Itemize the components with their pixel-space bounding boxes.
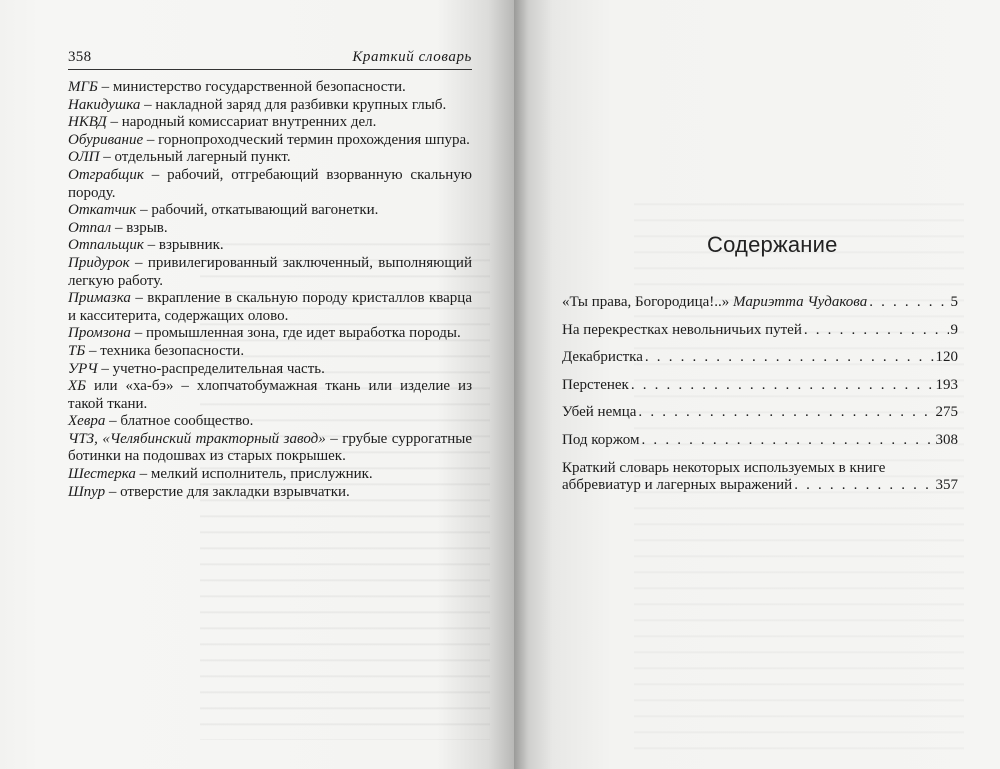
glossary-entry xyxy=(68,167,472,202)
glossary-term: НКВД xyxy=(68,114,107,131)
toc-page-number: 308 xyxy=(935,431,958,448)
toc-title-text: Перстенек xyxy=(562,376,629,393)
glossary-term: Примазка xyxy=(68,290,131,307)
glossary-definition: – отверстие для закладки взрывчатки. xyxy=(105,483,350,500)
contents-title: Содержание xyxy=(707,232,838,257)
toc-item-label: Краткий словарь некоторых используемых в книге xyxy=(562,459,886,476)
table-of-contents xyxy=(562,294,958,495)
glossary-definition: – народный комиссариат внутренних дел. xyxy=(106,114,377,131)
toc-leader-dots xyxy=(804,322,949,340)
glossary-definition: – мелкий исполнитель, прислужник. xyxy=(135,466,373,483)
toc-item xyxy=(562,460,958,495)
toc-title-text: «Ты права, Богородица!..» xyxy=(562,294,734,310)
glossary-entry xyxy=(68,237,472,255)
toc-item xyxy=(562,432,958,450)
glossary-entry xyxy=(68,132,472,150)
glossary-definition: или «ха-бэ» – хлопчатобумажная ткань или изделие из такой ткани. xyxy=(68,378,472,412)
toc-leader-dots xyxy=(794,477,933,495)
glossary-term: УРЧ xyxy=(68,360,98,377)
glossary-entry xyxy=(68,255,472,290)
glossary-definition: – вкрапление в скальную породу кристаллов кварца и касситерита, содержащих олово. xyxy=(68,290,472,324)
glossary-list xyxy=(68,79,472,501)
glossary-entry xyxy=(68,149,472,167)
toc-item-label xyxy=(562,349,643,367)
glossary-term: Придурок xyxy=(68,254,130,271)
toc-item-label xyxy=(562,377,629,395)
glossary-definition: – грубые суррогатные ботинки на подошвах из старых покрышек. xyxy=(68,430,472,465)
glossary-term: Накидушка xyxy=(68,96,141,113)
toc-page-number: 275 xyxy=(935,404,958,421)
toc-item-label xyxy=(562,294,867,312)
glossary-term: ОЛП xyxy=(68,149,100,166)
glossary-entry xyxy=(68,97,472,115)
glossary-definition: – блатное сообщество. xyxy=(105,413,254,430)
toc-title-text: На перекрестках невольничьих путей xyxy=(562,321,802,338)
glossary-definition: – накладной заряд для разбивки крупных глыб. xyxy=(140,96,447,113)
toc-page-number: 193 xyxy=(935,376,958,393)
glossary-entry xyxy=(68,431,472,466)
glossary-entry xyxy=(68,202,472,220)
toc-leader-dots xyxy=(631,377,934,395)
glossary-term: Откатчик xyxy=(68,202,137,219)
toc-title-text: Убей немца xyxy=(562,404,637,421)
toc-leader-dots xyxy=(638,404,933,422)
glossary-term: Отграбщик xyxy=(68,166,144,183)
toc-item-label xyxy=(562,404,636,422)
glossary-definition: – горнопроходческий термин прохождения шпура. xyxy=(143,131,470,148)
glossary-entry xyxy=(68,378,472,413)
glossary-definition: – привилегированный заключенный, выполняющий легкую работу. xyxy=(68,254,472,289)
glossary-definition: – рабочий, отгребающий взорванную скальную породу. xyxy=(68,166,472,201)
glossary-entry xyxy=(68,79,472,97)
glossary-definition: – министерство государственной безопасности. xyxy=(97,79,406,95)
glossary-term: Шпур xyxy=(68,483,106,500)
glossary-term: Обуривание xyxy=(68,131,144,148)
page-number: 358 xyxy=(68,49,92,65)
toc-page-number: 9 xyxy=(950,321,958,338)
glossary-definition: – отдельный лагерный пункт. xyxy=(99,149,291,166)
glossary-entry xyxy=(68,413,472,431)
toc-item xyxy=(562,377,958,395)
glossary-definition: – техника безопасности. xyxy=(85,342,245,359)
glossary-term: ХБ xyxy=(68,378,87,395)
toc-item xyxy=(562,404,958,422)
glossary-definition: – учетно-распределительная часть. xyxy=(97,360,325,377)
glossary-definition: – промышленная зона, где идет выработка породы. xyxy=(130,325,461,342)
toc-page-number: 357 xyxy=(935,477,958,494)
toc-item xyxy=(562,294,958,312)
toc-item xyxy=(562,349,958,367)
glossary-entry xyxy=(68,361,472,379)
toc-title-text: Под коржом xyxy=(562,431,640,448)
glossary-term: Отпал xyxy=(68,219,112,236)
glossary-term: ТБ xyxy=(68,342,86,359)
toc-item xyxy=(562,322,958,340)
toc-page-number: 120 xyxy=(935,349,958,366)
toc-leader-dots xyxy=(645,349,934,367)
glossary-entry xyxy=(68,466,472,484)
toc-author: Мариэтта Чудакова xyxy=(733,294,868,310)
glossary-term: Шестерка xyxy=(68,466,136,483)
running-header xyxy=(68,49,472,70)
toc-page-number: 5 xyxy=(950,294,958,310)
toc-item-label xyxy=(562,432,640,450)
running-title: Краткий словарь xyxy=(352,49,472,65)
glossary-entry xyxy=(68,290,472,325)
toc-leader-dots xyxy=(869,294,948,312)
toc-item-label-cont: аббревиатур и лагерных выражений xyxy=(562,477,793,494)
glossary-term: Отпальщик xyxy=(68,237,144,254)
glossary-entry xyxy=(68,484,472,502)
glossary-entry xyxy=(68,343,472,361)
glossary-term: Промзона xyxy=(68,325,131,342)
glossary-term: ЧТЗ, «Челябинский тракторный завод» xyxy=(68,430,326,447)
glossary-entry xyxy=(68,325,472,343)
glossary-term: Хевра xyxy=(68,413,106,430)
glossary-entry xyxy=(68,220,472,238)
glossary-definition: – взрыв. xyxy=(111,219,168,236)
glossary-definition: – рабочий, откатывающий вагонетки. xyxy=(136,202,379,219)
toc-leader-dots xyxy=(642,432,934,450)
toc-item-label xyxy=(562,322,802,340)
toc-title-text: Декабристка xyxy=(562,349,643,366)
glossary-entry xyxy=(68,114,472,132)
glossary-definition: – взрывник. xyxy=(143,237,224,254)
glossary-term: МГБ xyxy=(68,79,98,95)
